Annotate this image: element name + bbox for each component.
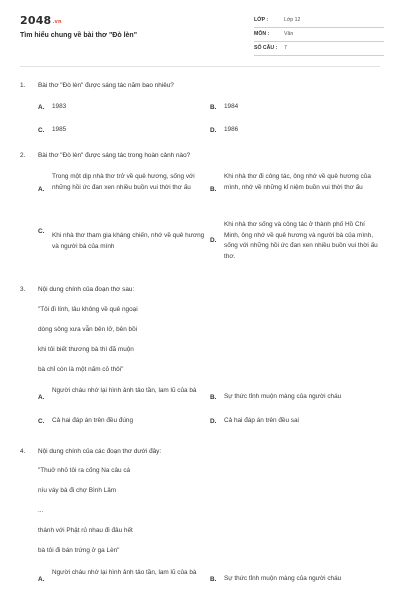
- question-text: Bài thơ "Đò lèn" được sáng tác năm bao nhiêu?: [38, 82, 174, 89]
- option-letter: C.: [38, 127, 45, 134]
- option-letter: A.: [38, 104, 45, 111]
- question-text: Bài thơ "Đò lèn" được sáng tác trong hoàn cảnh nào?: [38, 152, 191, 159]
- option-text: Cả hai đáp án trên đều sai: [224, 417, 299, 424]
- question-text: Nội dung chính của đoạn thơ sau:: [38, 286, 135, 293]
- poem-line: khi tôi biết thương bà thì đã muộn: [38, 346, 134, 353]
- poem-line: "Thuở nhỏ tôi ra cống Na câu cá: [38, 467, 131, 474]
- option-text: 1986: [224, 126, 239, 133]
- poem-line: níu váy bà đi chợ Bình Lâm: [38, 487, 117, 494]
- meta-value: 7: [284, 45, 287, 51]
- option-letter: B.: [210, 186, 217, 193]
- option-text: Sự thức tỉnh muộn màng của người cháu: [224, 575, 342, 582]
- option-text: Trong một dịp nhà thơ trở về quê hương, sống với những hồi ức đan xen nhiều buồn vui thời thơ ấu: [52, 173, 195, 191]
- meta-row-class: [254, 14, 384, 28]
- option-letter: C.: [38, 418, 45, 425]
- poem-line: dòng sông xưa vẫn bên lở, bên bồi: [38, 326, 138, 333]
- document-title: Tìm hiểu chung về bài thơ "Đò lèn": [20, 32, 138, 39]
- meta-label: MÔN :: [254, 31, 270, 37]
- option-letter: D.: [210, 237, 217, 244]
- option-text: 1985: [52, 126, 67, 133]
- question-text: Nội dung chính của các đoạn thơ dưới đây:: [38, 448, 162, 455]
- meta-row-subject: [254, 28, 384, 42]
- meta-label: SỐ CÂU :: [254, 45, 278, 51]
- header-divider: [20, 66, 380, 67]
- option-letter: B.: [210, 576, 217, 583]
- meta-label: LỚP :: [254, 17, 269, 23]
- poem-line: thánh với Phật rủ nhau đi đâu hết: [38, 527, 133, 534]
- poem-line: "Tôi đi lính, lâu không về quê ngoại: [38, 306, 138, 313]
- question-number: 4.: [20, 448, 26, 455]
- option-letter: A.: [38, 576, 45, 583]
- meta-panel: [254, 14, 384, 56]
- page-header: [0, 0, 400, 64]
- question-number: 1.: [20, 82, 26, 89]
- question-number: 3.: [20, 286, 26, 293]
- option-letter: D.: [210, 418, 217, 425]
- option-letter: C.: [38, 228, 45, 235]
- logo: [20, 14, 62, 27]
- option-letter: B.: [210, 394, 217, 401]
- poem-line: ...: [38, 507, 44, 514]
- option-text: Sự thức tỉnh muộn màng của người cháu: [224, 393, 342, 400]
- option-text: Cả hai đáp án trên đều đúng: [52, 417, 134, 424]
- option-text: Khi nhà thơ tham gia kháng chiến, nhớ về quê hương và người bà của mình: [52, 232, 205, 250]
- option-letter: D.: [210, 127, 217, 134]
- option-letter: A.: [38, 186, 45, 193]
- option-text: 1984: [224, 103, 239, 110]
- meta-row-question-count: [254, 42, 384, 56]
- logo-main: 2048: [20, 14, 52, 27]
- question-number: 2.: [20, 152, 26, 159]
- option-text: Khi nhà thơ đi công tác, ông nhớ về quê hương của mình, nhớ về những kỉ niệm buồn vui thời thơ ấu: [224, 173, 371, 191]
- option-text: Người cháu nhớ lại hình ảnh tảo tần, lam lũ của bà: [52, 387, 197, 394]
- poem-line: bà chỉ còn là một nấm cỏ thôi": [38, 366, 124, 373]
- poem-line: bà tôi đi bán trứng ở ga Lèn": [38, 547, 120, 554]
- logo-sub: .vn: [52, 19, 62, 25]
- option-letter: A.: [38, 394, 45, 401]
- option-text: Khi nhà thơ sống và công tác ở thành phố Hồ Chí Minh, ông nhớ về quê hương và người bà của mình, sống với những hồi ức đan xen nhiều buồn vui thời ấu thơ.: [224, 221, 378, 260]
- option-text: 1983: [52, 103, 67, 110]
- option-letter: B.: [210, 104, 217, 111]
- meta-value: Văn: [284, 31, 294, 37]
- option-text: Người cháu nhớ lại hình ảnh tảo tần, lam lũ của bà: [52, 569, 197, 576]
- meta-value: Lớp 12: [284, 17, 301, 23]
